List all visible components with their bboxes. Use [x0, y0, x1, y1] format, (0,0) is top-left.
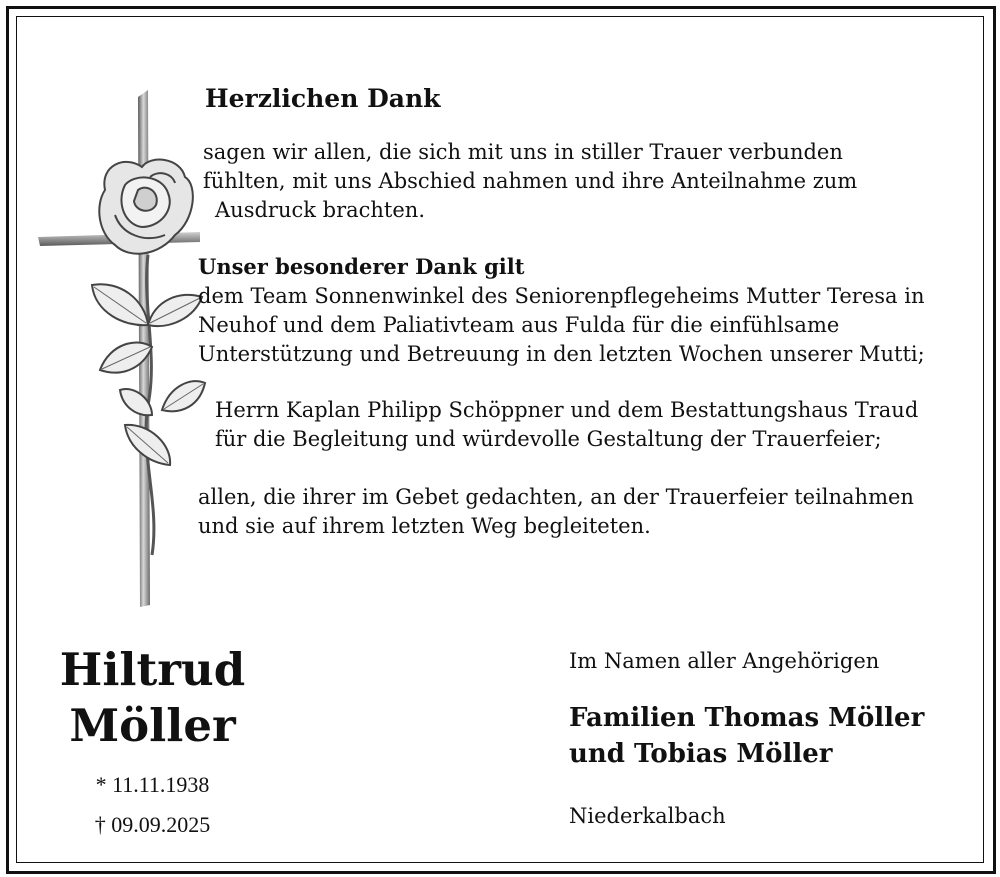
signature-intro: Im Namen aller Angehörigen	[569, 649, 880, 673]
signature-place: Niederkalbach	[569, 804, 726, 828]
special-thanks-heading: Unser besonderer Dank gilt	[198, 254, 525, 279]
deceased-first-name: Hiltrud	[59, 643, 246, 696]
thanks-block-2-line-2: für die Begleitung und würdevolle Gestaltung der Trauerfeier;	[215, 427, 882, 451]
intro-line-3: Ausdruck brachten.	[215, 198, 425, 222]
thanks-block-1-line-3: Unterstützung und Betreuung in den letzten Wochen unserer Mutti;	[198, 342, 925, 366]
thanks-heading: Herzlichen Dank	[205, 84, 441, 113]
thanks-block-1-line-1: dem Team Sonnenwinkel des Seniorenpflegeheims Mutter Teresa in	[198, 284, 925, 308]
thanks-block-2-line-1: Herrn Kaplan Philipp Schöppner und dem Bestattungshaus Traud	[215, 398, 919, 422]
signature-families-line-1: Familien Thomas Möller	[569, 703, 925, 733]
thanks-block-3-line-1: allen, die ihrer im Gebet gedachten, an der Trauerfeier teilnahmen	[198, 485, 914, 509]
deceased-last-name: Möller	[69, 699, 236, 752]
birth-date: * 11.11.1938	[95, 772, 210, 797]
intro-line-1: sagen wir allen, die sich mit uns in stiller Trauer verbunden	[203, 140, 843, 164]
cross-with-rose-icon	[30, 85, 210, 610]
intro-line-2: fühlten, mit uns Abschied nahmen und ihre Anteilnahme zum	[203, 169, 858, 193]
death-date: † 09.09.2025	[94, 812, 211, 837]
thanks-block-1-line-2: Neuhof und dem Paliativteam aus Fulda für die einfühlsame	[198, 313, 840, 337]
signature-families-line-2: und Tobias Möller	[569, 739, 833, 769]
thanks-block-3-line-2: und sie auf ihrem letzten Weg begleiteten.	[198, 514, 651, 538]
